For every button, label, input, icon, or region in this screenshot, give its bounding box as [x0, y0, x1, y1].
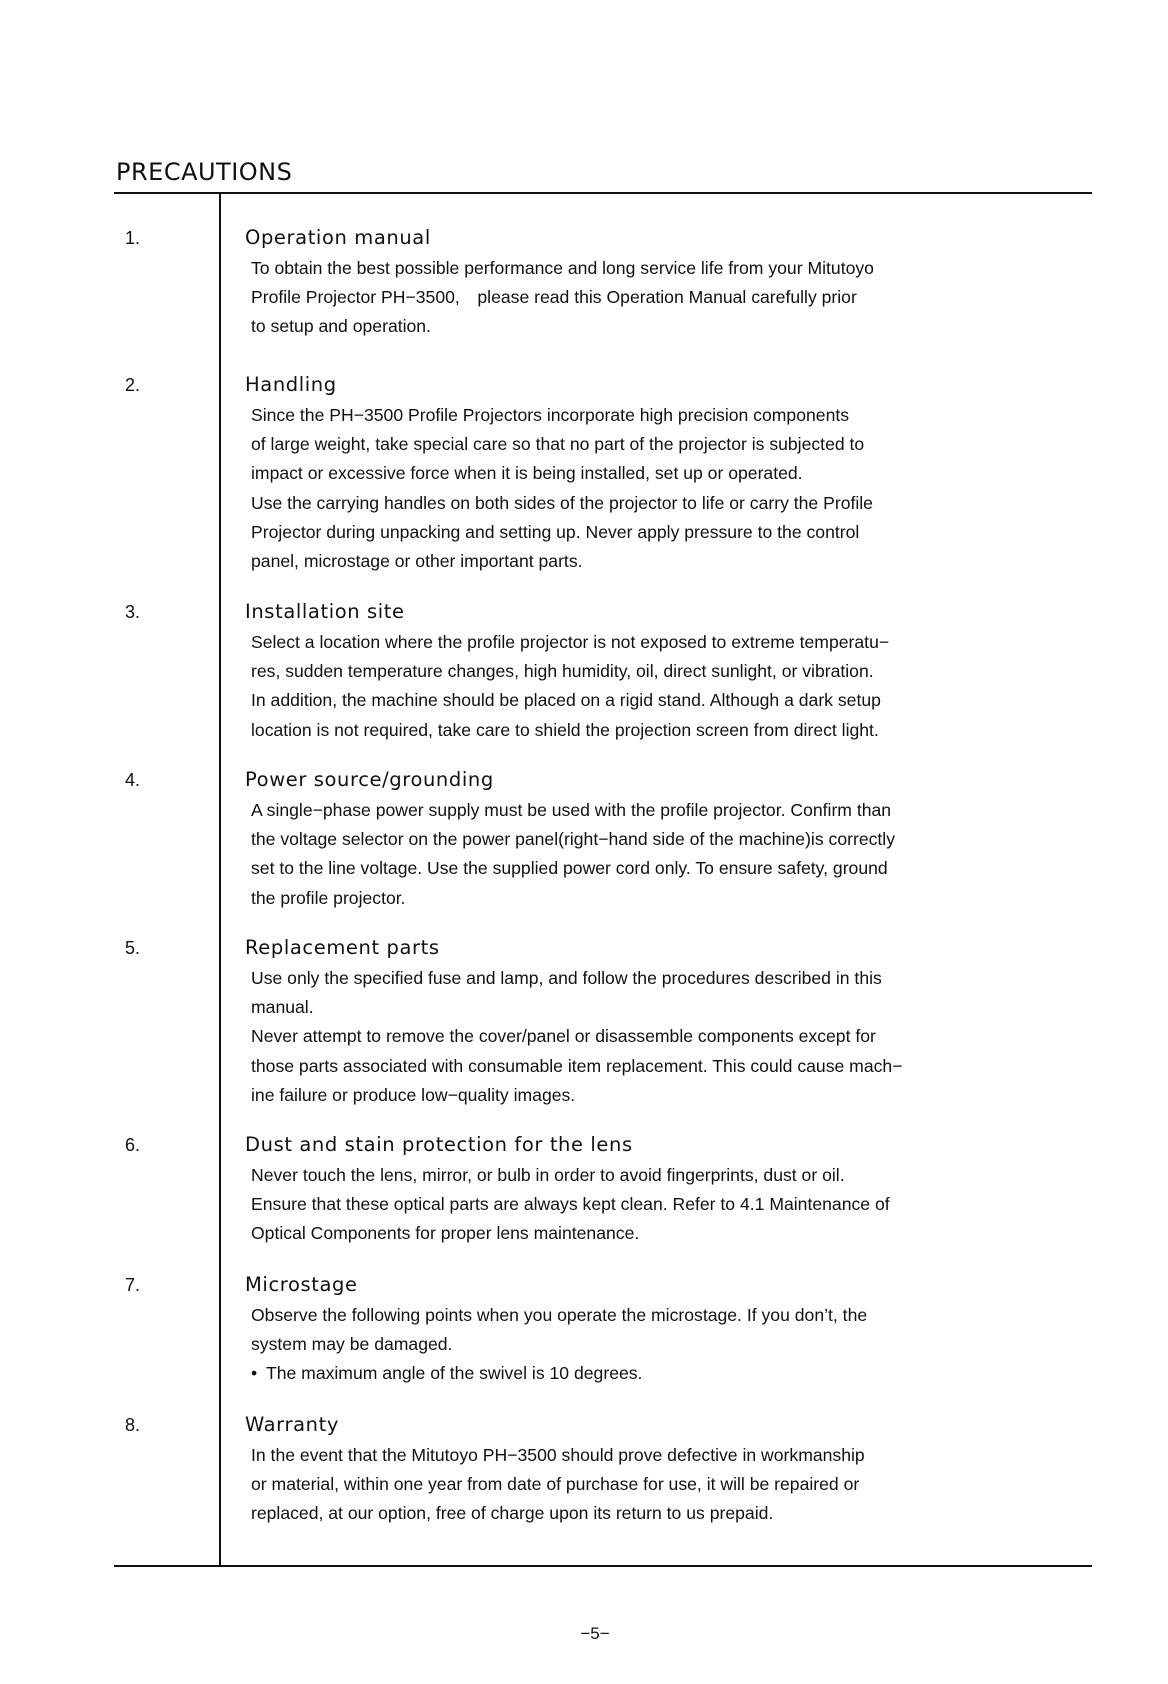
- body-line: those parts associated with consumable item replacement. This could cause mach−: [251, 1055, 903, 1076]
- section-number: 1.: [125, 228, 141, 248]
- section-heading: Operation manual: [245, 226, 431, 249]
- body-line: Use only the specified fuse and lamp, and follow the procedures described in this: [251, 968, 882, 988]
- body-line: set to the line voltage. Use the supplied power cord only. To ensure safety, ground: [251, 858, 888, 879]
- body-line: Use the carrying handles on both sides of the projector to life or carry the Profile: [251, 492, 873, 513]
- body-line: In addition, the machine should be placed on a rigid stand. Although a dark setup: [251, 690, 881, 711]
- section-number: 4.: [125, 770, 141, 790]
- body-line: ine failure or produce low−quality images.: [251, 1084, 576, 1105]
- bullet-item: • The maximum angle of the swivel is 10 degrees.: [251, 1363, 643, 1384]
- body-line: Ensure that these optical parts are always kept clean. Refer to 4.1 Maintenance of: [251, 1194, 890, 1215]
- body-line: panel, microstage or other important parts.: [251, 551, 583, 572]
- body-line: A single−phase power supply must be used with the profile projector. Confirm than: [251, 800, 892, 820]
- section-body: [251, 1301, 1051, 1389]
- section-body: [251, 1161, 1051, 1249]
- section-body: [251, 1441, 1051, 1529]
- bottom-rule: [114, 1565, 1092, 1567]
- section-number: 7.: [125, 1275, 141, 1295]
- body-line: Observe the following points when you operate the microstage. If you don’t, the: [251, 1305, 868, 1325]
- body-line: the profile projector.: [251, 887, 406, 908]
- section-body: [251, 796, 1051, 913]
- page-number: −5−: [580, 1624, 610, 1643]
- body-line: To obtain the best possible performance and long service life from your Mitutoyo: [251, 258, 874, 278]
- body-line: replaced, at our option, free of charge upon its return to us prepaid.: [251, 1503, 774, 1524]
- section-heading: Power source/grounding: [245, 768, 494, 791]
- body-line: of large weight, take special care so that no part of the projector is subjected to: [251, 434, 865, 455]
- section-number: 3.: [125, 602, 141, 622]
- body-line: In the event that the Mitutoyo PH−3500 should prove defective in workmanship: [251, 1445, 865, 1465]
- section-number: 8.: [125, 1415, 141, 1435]
- body-line: Optical Components for proper lens maintenance.: [251, 1223, 640, 1244]
- body-line: manual.: [251, 997, 314, 1018]
- body-line: location is not required, take care to shield the projection screen from direct light.: [251, 719, 879, 740]
- body-line: Since the PH−3500 Profile Projectors incorporate high precision components: [251, 405, 850, 425]
- section-heading: Handling: [245, 373, 337, 396]
- body-line: res, sudden temperature changes, high humidity, oil, direct sunlight, or vibration.: [251, 661, 874, 682]
- section-body: [251, 401, 1051, 576]
- section-body: [251, 254, 1051, 342]
- section-heading: Warranty: [245, 1413, 339, 1436]
- body-line: system may be damaged.: [251, 1334, 453, 1355]
- body-line: Never attempt to remove the cover/panel or disassemble components except for: [251, 1026, 876, 1047]
- page-title: PRECAUTIONS: [116, 158, 293, 186]
- column-divider: [219, 192, 221, 1566]
- body-line: Select a location where the profile projector is not exposed to extreme temperatu−: [251, 632, 890, 652]
- section-body: [251, 964, 1051, 1110]
- body-line: Never touch the lens, mirror, or bulb in order to avoid fingerprints, dust or oil.: [251, 1165, 845, 1185]
- body-line: Projector during unpacking and setting up. Never apply pressure to the control: [251, 521, 860, 542]
- section-body: [251, 628, 1051, 745]
- section-heading: Installation site: [245, 600, 405, 623]
- section-heading: Microstage: [245, 1273, 358, 1296]
- section-heading: Dust and stain protection for the lens: [245, 1133, 633, 1156]
- section-number: 2.: [125, 375, 141, 395]
- section-heading: Replacement parts: [245, 936, 440, 959]
- body-line: impact or excessive force when it is being installed, set up or operated.: [251, 463, 803, 484]
- section-number: 6.: [125, 1135, 141, 1155]
- body-line: to setup and operation.: [251, 316, 431, 337]
- section-number: 5.: [125, 938, 141, 958]
- body-line: or material, within one year from date of purchase for use, it will be repaired or: [251, 1474, 860, 1495]
- top-rule: [114, 192, 1092, 194]
- body-line: Profile Projector PH−3500, please read this Operation Manual carefully prior: [251, 287, 857, 308]
- body-line: the voltage selector on the power panel(right−hand side of the machine)is correctly: [251, 829, 896, 850]
